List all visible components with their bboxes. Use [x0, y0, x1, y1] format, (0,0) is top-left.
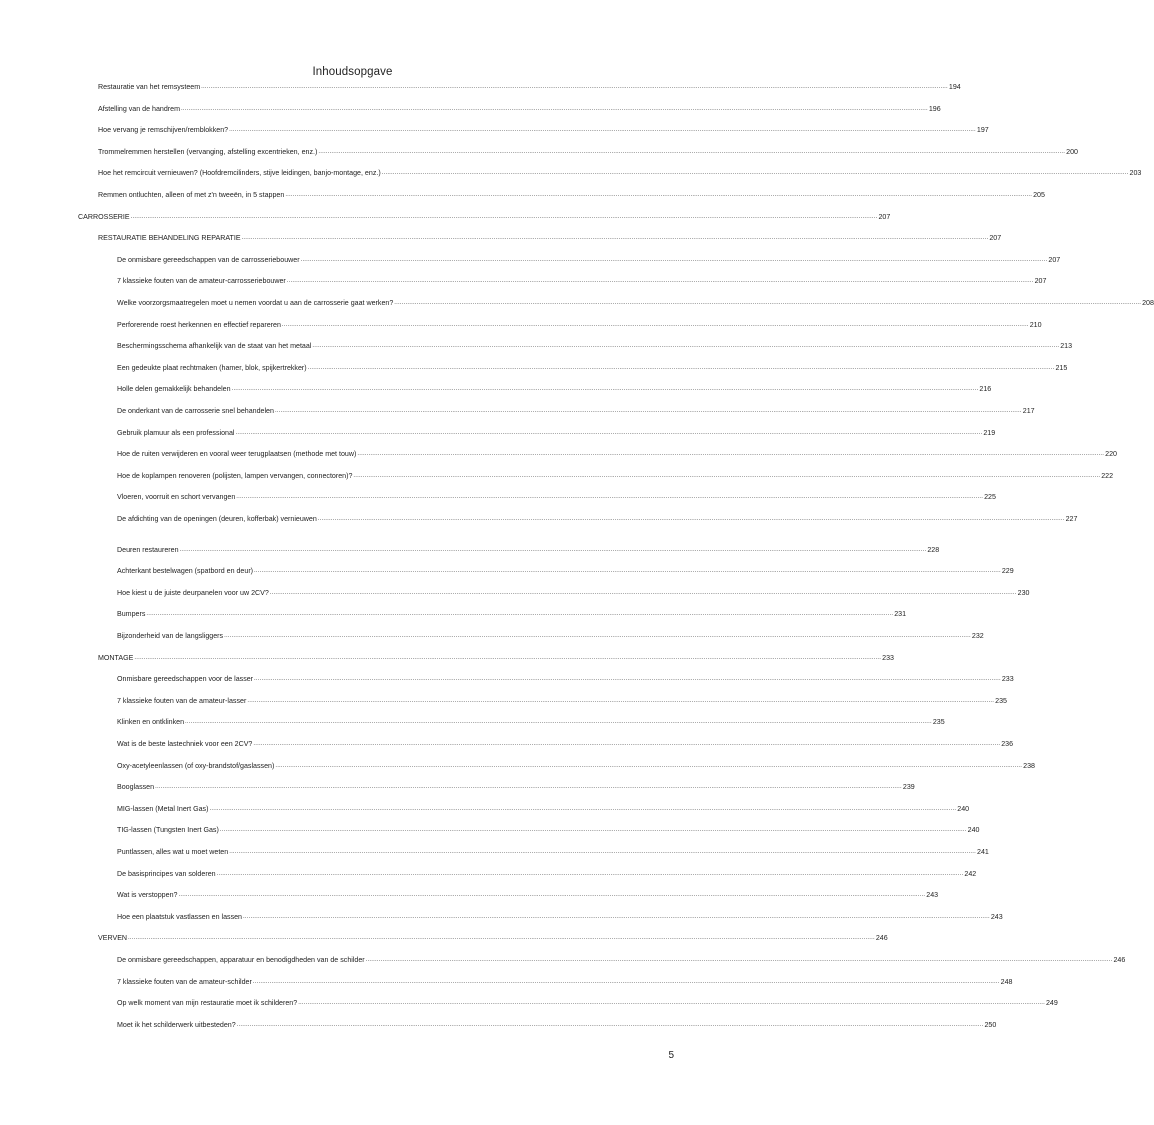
dot-leader: ................................................................................................................................................................................................................................................................................................................................................................................................................	[357, 451, 1105, 458]
toc-entry[interactable]	[117, 510, 1078, 524]
toc-entry-title: De onderkant van de carrosserie snel behandelen	[117, 407, 274, 415]
toc-entry-page: 246	[1113, 955, 1126, 964]
toc-entry-title: MIG-lassen (Metal Inert Gas)	[117, 804, 209, 813]
toc-entry-page: 229	[1001, 567, 1014, 576]
toc-entry-title: Hoe een plaatstuk vastlassen en lassen	[117, 912, 243, 921]
page-title: Inhoudsopgave	[312, 66, 393, 78]
toc-entry[interactable]	[117, 584, 1030, 598]
dot-leader: ................................................................................................................................................................................................................................................................................................................................................................................................................	[286, 278, 1034, 285]
toc-entry-title: Onmisbare gereedschappen voor de lasser	[117, 675, 254, 684]
toc-entry-title: Hoe de ruiten verwijderen en vooral weer terugplaatsen (methode met touw)	[117, 450, 357, 459]
toc-entry-page: 210	[1029, 320, 1042, 329]
toc-entry[interactable]	[117, 424, 996, 438]
toc-entry-page: 233	[882, 653, 894, 662]
toc-entry[interactable]	[117, 359, 1068, 373]
toc-entry-page: 215	[1055, 363, 1068, 372]
toc-entry[interactable]	[98, 78, 961, 92]
dot-leader: ................................................................................................................................................................................................................................................................................................................................................................................................................	[254, 568, 1001, 575]
toc-entry-page: 196	[928, 104, 941, 113]
dot-leader: ................................................................................................................................................................................................................................................................................................................................................................................................................	[307, 364, 1055, 371]
toc-entry[interactable]	[117, 488, 996, 502]
toc-entry-page: 222	[1101, 471, 1114, 480]
toc-entry-title: Afstelling van de handrem	[98, 104, 181, 113]
dot-leader: ................................................................................................................................................................................................................................................................................................................................................................................................................	[317, 516, 1065, 522]
toc-entry-page: 232	[971, 631, 984, 640]
dot-leader: ................................................................................................................................................................................................................................................................................................................................................................................................................	[275, 762, 1023, 769]
toc-entry-page: 240	[957, 804, 970, 813]
toc-entry[interactable]	[117, 757, 1035, 771]
dot-leader: ................................................................................................................................................................................................................................................................................................................................................................................................................	[146, 611, 894, 618]
toc-entry-page: 249	[1045, 999, 1058, 1008]
toc-entry-title: Op welk moment van mijn restauratie moet ik schilderen?	[117, 999, 298, 1008]
toc-entry[interactable]	[98, 186, 1045, 200]
toc-entry-title: Trommelremmen herstellen (vervanging, afstelling excentrieken, enz.)	[98, 147, 318, 156]
toc-entry-title: De onmisbare gereedschappen van de carrosseriebouwer	[117, 255, 300, 264]
toc-entry-title: De afdichting van de openingen (deuren, kofferbak) vernieuwen	[117, 515, 317, 523]
toc-entry-title: Hoe het remcircuit vernieuwen? (Hoofdremcilinders, stijve leidingen, banjo-montage, enz.)	[98, 169, 381, 178]
toc-entry-page: 220	[1105, 450, 1117, 459]
dot-leader: ................................................................................................................................................................................................................................................................................................................................................................................................................	[216, 870, 964, 877]
dot-leader: ................................................................................................................................................................................................................................................................................................................................................................................................................	[130, 213, 878, 220]
dot-leader: ................................................................................................................................................................................................................................................................................................................................................................................................................	[243, 913, 990, 920]
toc-entry-page: 246	[875, 934, 888, 943]
toc-entry[interactable]	[117, 908, 1003, 922]
toc-entry-page: 239	[902, 783, 915, 792]
toc-entry-title: Oxy-acetyleenlassen (of oxy-brandstof/gaslassen)	[117, 761, 275, 770]
dot-leader: ................................................................................................................................................................................................................................................................................................................................................................................................................	[254, 676, 1001, 683]
toc-entry[interactable]	[117, 294, 1154, 308]
toc-entry-title: Beschermingsschema afhankelijk van de staat van het metaal	[117, 342, 312, 351]
dot-leader: ................................................................................................................................................................................................................................................................................................................................................................................................................	[274, 408, 1022, 414]
toc-entry[interactable]	[117, 973, 1013, 987]
toc-entry-page: 248	[1000, 977, 1013, 986]
toc-entry[interactable]	[117, 445, 1117, 459]
toc-entry[interactable]	[98, 649, 894, 663]
toc-entry-title: CARROSSERIE	[78, 212, 130, 221]
toc-entry[interactable]	[117, 670, 1014, 684]
toc-entry-page: 238	[1023, 761, 1035, 770]
dot-leader: ................................................................................................................................................................................................................................................................................................................................................................................................................	[394, 300, 1142, 306]
toc-entry[interactable]	[117, 380, 992, 394]
toc-entry[interactable]	[117, 316, 1042, 330]
toc-entry-title: Hoe vervang je remschijven/remblokken?	[98, 126, 229, 135]
toc-entry[interactable]	[117, 821, 980, 835]
dot-leader: ................................................................................................................................................................................................................................................................................................................................................................................................................	[209, 805, 957, 812]
toc-entry[interactable]	[117, 886, 939, 900]
toc-entry-title: Achterkant bestelwagen (spatbord en deur)	[117, 567, 254, 576]
toc-entry-title: Bijzonderheid van de langsliggers	[117, 631, 224, 640]
toc-entry-title: 7 klassieke fouten van de amateur-carrosseriebouwer	[117, 277, 286, 286]
dot-leader: ................................................................................................................................................................................................................................................................................................................................................................................................................	[269, 589, 1017, 596]
toc-entry-title: Gebruik plamuur als een professional	[117, 428, 235, 437]
dot-leader: ................................................................................................................................................................................................................................................................................................................................................................................................................	[353, 472, 1101, 479]
toc-entry[interactable]	[117, 713, 945, 727]
dot-leader: ................................................................................................................................................................................................................................................................................................................................................................................................................	[298, 1000, 1045, 1007]
dot-leader: ................................................................................................................................................................................................................................................................................................................................................................................................................	[236, 1021, 984, 1028]
toc-entry[interactable]	[117, 800, 970, 814]
dot-leader: ................................................................................................................................................................................................................................................................................................................................................................................................................	[365, 956, 1113, 963]
toc-entry-title: Hoe de koplampen renoveren (polijsten, lampen vervangen, connectoren)?	[117, 471, 353, 480]
dot-leader: ................................................................................................................................................................................................................................................................................................................................................................................................................	[285, 192, 1033, 198]
toc-entry-title: Perforerende roest herkennen en effectief repareren	[117, 320, 281, 329]
toc-entry-title: De onmisbare gereedschappen, apparatuur en benodigdheden van de schilder	[117, 955, 365, 964]
dot-leader: ................................................................................................................................................................................................................................................................................................................................................................................................................	[229, 127, 976, 134]
dot-leader: ................................................................................................................................................................................................................................................................................................................................................................................................................	[281, 321, 1029, 328]
dot-leader: ................................................................................................................................................................................................................................................................................................................................................................................................................	[235, 429, 983, 436]
dot-leader: ................................................................................................................................................................................................................................................................................................................................................................................................................	[253, 740, 1001, 747]
toc-entry-title: Puntlassen, alles wat u moet weten	[117, 847, 229, 856]
toc-entry-title: Hoe kiest u de juiste deurpanelen voor uw 2CV?	[117, 588, 269, 597]
toc-entry-page: 243	[926, 891, 939, 900]
toc-entry[interactable]	[98, 143, 1078, 157]
dot-leader: ................................................................................................................................................................................................................................................................................................................................................................................................................	[247, 697, 995, 704]
toc-entry[interactable]	[117, 562, 1014, 576]
toc-entry-title: Klinken en ontklinken	[117, 718, 185, 727]
toc-entry-title: 7 klassieke fouten van de amateur-lasser	[117, 696, 247, 705]
dot-leader: ................................................................................................................................................................................................................................................................................................................................................................................................................	[155, 784, 902, 791]
toc-entry-title: Wat is de beste lastechniek voor een 2CV?	[117, 739, 253, 748]
dot-leader: ................................................................................................................................................................................................................................................................................................................................................................................................................	[300, 256, 1048, 263]
page-number: 5	[668, 1050, 674, 1061]
toc-entry[interactable]	[117, 735, 1014, 749]
toc-entry-page: 227	[1065, 515, 1078, 523]
toc-entry[interactable]	[98, 164, 1142, 178]
toc-entry-page: 236	[1001, 739, 1014, 748]
toc-entry-page: 216	[979, 385, 992, 394]
toc-entry-page: 213	[1060, 342, 1073, 351]
toc-entry-page: 207	[878, 212, 891, 221]
toc-entry-page: 208	[1142, 299, 1154, 307]
toc-entry-title: Holle delen gemakkelijk behandelen	[117, 385, 231, 394]
toc-entry[interactable]	[117, 692, 1007, 706]
toc-entry-page: 233	[1001, 675, 1014, 684]
toc-entry[interactable]	[117, 402, 1035, 416]
toc-entry-page: 217	[1022, 407, 1035, 415]
dot-leader: ................................................................................................................................................................................................................................................................................................................................................................................................................	[134, 654, 882, 661]
toc-entry[interactable]	[117, 1016, 997, 1030]
toc-entry-page: 235	[932, 718, 945, 727]
toc-entry[interactable]	[117, 541, 940, 555]
toc-entry-title: Deuren restaureren	[117, 545, 179, 554]
toc-entry[interactable]	[117, 627, 984, 641]
dot-leader: ................................................................................................................................................................................................................................................................................................................................................................................................................	[381, 170, 1129, 177]
toc-entry[interactable]	[78, 208, 891, 222]
toc-entry-page: 225	[984, 493, 996, 502]
dot-leader: ................................................................................................................................................................................................................................................................................................................................................................................................................	[229, 848, 976, 855]
toc-entry-page: 194	[948, 83, 961, 91]
toc-entry-page: 228	[927, 545, 940, 554]
toc-entry[interactable]	[117, 778, 915, 792]
toc-entry[interactable]	[117, 337, 1073, 351]
toc-entry[interactable]	[98, 229, 1002, 243]
toc-entry[interactable]	[98, 100, 941, 114]
toc-entry-title: Wat is verstoppen?	[117, 891, 178, 900]
toc-entry-page: 205	[1033, 191, 1045, 199]
toc-entry-title: VERVEN	[98, 934, 128, 943]
toc-entry[interactable]	[117, 467, 1114, 481]
toc-entry-title: Een gedeukte plaat rechtmaken (hamer, blok, spijkertrekker)	[117, 363, 307, 372]
toc-entry-title: Booglassen	[117, 783, 155, 792]
toc-entry-title: 7 klassieke fouten van de amateur-schilder	[117, 977, 252, 986]
toc-entry-title: De basisprincipes van solderen	[117, 869, 216, 878]
toc-entry-page: 207	[1048, 255, 1061, 264]
dot-leader: ................................................................................................................................................................................................................................................................................................................................................................................................................	[318, 148, 1066, 155]
toc-entry[interactable]	[117, 994, 1058, 1008]
toc-entry[interactable]	[117, 251, 1061, 265]
dot-leader: ................................................................................................................................................................................................................................................................................................................................................................................................................	[231, 386, 979, 393]
toc-entry-title: Bumpers	[117, 610, 146, 619]
dot-leader: ................................................................................................................................................................................................................................................................................................................................................................................................................	[201, 84, 948, 90]
toc-entry-title: Remmen ontluchten, alleen of met z'n tweeën, in 5 stappen	[98, 191, 285, 199]
toc-entry[interactable]	[117, 951, 1126, 965]
toc-entry[interactable]	[117, 605, 907, 619]
dot-leader: ................................................................................................................................................................................................................................................................................................................................................................................................................	[312, 343, 1060, 350]
toc-entry-title: Welke voorzorgsmaatregelen moet u nemen voordat u aan de carrosserie gaat werken?	[117, 299, 394, 307]
dot-leader: ................................................................................................................................................................................................................................................................................................................................................................................................................	[128, 935, 875, 942]
dot-leader: ................................................................................................................................................................................................................................................................................................................................................................................................................	[252, 978, 1000, 985]
toc-entry-page: 197	[976, 126, 989, 135]
dot-leader: ................................................................................................................................................................................................................................................................................................................................................................................................................	[181, 105, 928, 112]
toc-entry-page: 250	[984, 1020, 997, 1029]
dot-leader: ................................................................................................................................................................................................................................................................................................................................................................................................................	[241, 235, 989, 242]
toc-entry-page: 241	[977, 847, 989, 856]
toc-entry[interactable]	[98, 121, 989, 135]
toc-entry-page: 243	[990, 912, 1003, 921]
toc-entry-page: 235	[995, 696, 1007, 705]
toc-entry[interactable]	[117, 272, 1047, 286]
toc-entry-page: 230	[1017, 588, 1030, 597]
toc-entry-page: 207	[1034, 277, 1047, 286]
toc-entry-title: TIG-lassen (Tungsten Inert Gas)	[117, 826, 219, 835]
toc-entry-title: RESTAURATIE BEHANDELING REPARATIE	[98, 234, 241, 243]
toc-entry-title: Vloeren, voorruit en schort vervangen	[117, 493, 236, 502]
toc-entry-title: MONTAGE	[98, 653, 134, 662]
toc-entry[interactable]	[117, 865, 977, 879]
toc-entry-page: 203	[1129, 169, 1142, 178]
toc-entry[interactable]	[117, 843, 989, 857]
toc-entry-page: 207	[989, 234, 1002, 243]
dot-leader: ................................................................................................................................................................................................................................................................................................................................................................................................................	[179, 546, 927, 553]
dot-leader: ................................................................................................................................................................................................................................................................................................................................................................................................................	[236, 494, 984, 501]
toc-entry-page: 242	[964, 869, 977, 878]
toc-entry-page: 231	[894, 610, 907, 619]
dot-leader: ................................................................................................................................................................................................................................................................................................................................................................................................................	[219, 827, 967, 834]
dot-leader: ................................................................................................................................................................................................................................................................................................................................................................................................................	[185, 719, 932, 726]
toc-entry-page: 240	[967, 826, 980, 835]
toc-entry[interactable]	[98, 929, 888, 943]
toc-entry-title: Restauratie van het remsysteem	[98, 83, 201, 91]
toc-entry-page: 200	[1066, 147, 1078, 156]
toc-entry-title: Moet ik het schilderwerk uitbesteden?	[117, 1020, 236, 1029]
toc-entry-page: 219	[983, 428, 996, 437]
dot-leader: ................................................................................................................................................................................................................................................................................................................................................................................................................	[178, 892, 926, 899]
dot-leader: ................................................................................................................................................................................................................................................................................................................................................................................................................	[224, 632, 971, 639]
